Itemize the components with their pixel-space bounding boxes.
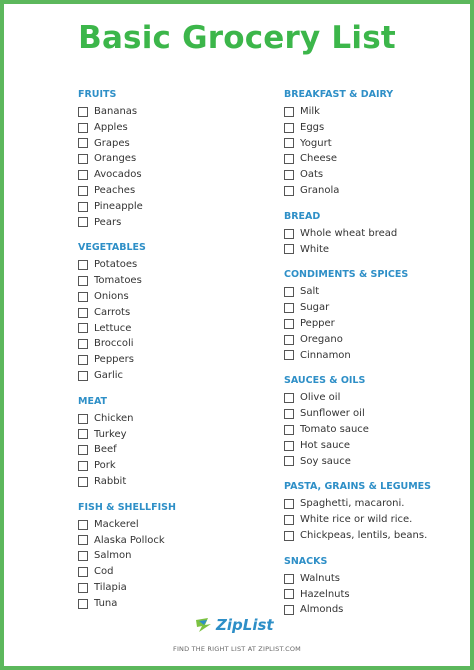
- list-item[interactable]: [78, 257, 268, 273]
- item-label: Beef: [94, 444, 117, 456]
- list-item[interactable]: [284, 242, 469, 258]
- item-label: Garlic: [94, 369, 124, 381]
- item-label: Spaghetti, macaroni.: [300, 498, 405, 510]
- checkbox[interactable]: [78, 520, 88, 530]
- item-label: Pineapple: [94, 200, 143, 212]
- item-label: Carrots: [94, 306, 131, 318]
- section: [284, 88, 469, 199]
- item-label: Lettuce: [94, 322, 132, 334]
- list-item[interactable]: [78, 474, 268, 490]
- item-label: Pepper: [300, 317, 335, 329]
- checkbox[interactable]: [284, 409, 294, 419]
- list-item[interactable]: [78, 548, 268, 564]
- item-label: Whole wheat bread: [300, 227, 398, 239]
- item-label: Grapes: [94, 137, 130, 149]
- checkbox[interactable]: [284, 138, 294, 148]
- checkbox[interactable]: [78, 276, 88, 286]
- section-title: SNACKS: [284, 555, 328, 567]
- section-title: PASTA, GRAINS & LEGUMES: [284, 481, 432, 493]
- ziplist-logo-icon: [195, 617, 213, 633]
- list-item[interactable]: [78, 368, 268, 384]
- list-item[interactable]: [78, 136, 268, 152]
- checkbox[interactable]: [284, 393, 294, 403]
- list-item[interactable]: [284, 438, 469, 454]
- item-label: Chicken: [94, 412, 134, 424]
- checkbox[interactable]: [284, 244, 294, 254]
- checkbox[interactable]: [78, 445, 88, 455]
- list-item[interactable]: [78, 183, 268, 199]
- list-item[interactable]: [78, 273, 268, 289]
- section-title: BREAD: [284, 210, 321, 222]
- list-item[interactable]: [284, 571, 469, 587]
- item-label: Yogurt: [300, 137, 332, 149]
- list-item[interactable]: [284, 284, 469, 300]
- list-item[interactable]: [284, 406, 469, 422]
- checkbox[interactable]: [284, 154, 294, 164]
- list-item[interactable]: [78, 305, 268, 321]
- list-item[interactable]: [78, 564, 268, 580]
- item-label: Pears: [94, 216, 122, 228]
- list-item[interactable]: [284, 316, 469, 332]
- checkbox[interactable]: [78, 323, 88, 333]
- item-label: Soy sauce: [300, 455, 351, 467]
- list-item[interactable]: [78, 427, 268, 443]
- section-title: FRUITS: [78, 89, 117, 100]
- item-label: Salmon: [94, 550, 132, 562]
- checkbox[interactable]: [78, 308, 88, 318]
- item-label: Oranges: [94, 153, 137, 165]
- item-label: Almonds: [300, 604, 344, 616]
- item-label: Potatoes: [94, 259, 138, 271]
- section: [284, 374, 469, 469]
- checkbox[interactable]: [78, 599, 88, 609]
- list-item[interactable]: [284, 454, 469, 470]
- item-label: Walnuts: [300, 572, 340, 584]
- checkbox[interactable]: [284, 170, 294, 180]
- checkbox[interactable]: [78, 154, 88, 164]
- item-label: Tilapia: [94, 581, 127, 593]
- list-item[interactable]: [78, 321, 268, 337]
- left-column: [78, 88, 268, 623]
- item-label: Peppers: [94, 354, 134, 366]
- checkbox[interactable]: [78, 583, 88, 593]
- checkbox[interactable]: [78, 535, 88, 545]
- checkbox[interactable]: [284, 515, 294, 525]
- list-item[interactable]: [78, 289, 268, 305]
- checkbox[interactable]: [78, 461, 88, 471]
- item-label: Mackerel: [94, 518, 139, 530]
- item-label: Milk: [300, 106, 320, 117]
- item-label: Bananas: [94, 106, 138, 117]
- item-label: Turkey: [94, 428, 127, 440]
- item-label: Cinnamon: [300, 349, 351, 361]
- item-label: Rabbit: [94, 475, 127, 487]
- list-item[interactable]: [284, 587, 469, 603]
- item-label: Tomato sauce: [300, 423, 369, 435]
- item-label: Granola: [300, 184, 340, 196]
- list-item[interactable]: [78, 199, 268, 215]
- section: [78, 88, 268, 230]
- checkbox[interactable]: [78, 186, 88, 196]
- item-label: Broccoli: [94, 338, 134, 350]
- list-item[interactable]: [284, 300, 469, 316]
- section: [284, 480, 469, 543]
- list-item[interactable]: [78, 517, 268, 533]
- list-item[interactable]: [284, 348, 469, 364]
- list-item[interactable]: [284, 104, 469, 120]
- item-label: Cod: [94, 566, 114, 578]
- item-label: Chickpeas, lentils, beans.: [300, 529, 428, 541]
- checkbox[interactable]: [284, 531, 294, 541]
- checkbox[interactable]: [78, 123, 88, 133]
- section: [284, 268, 469, 363]
- item-label: White: [300, 243, 330, 255]
- checkbox[interactable]: [284, 499, 294, 509]
- list-item[interactable]: [284, 183, 469, 199]
- checkbox[interactable]: [284, 425, 294, 435]
- checkbox[interactable]: [284, 229, 294, 239]
- item-label: Onions: [94, 290, 129, 302]
- list-item[interactable]: [78, 580, 268, 596]
- checkbox[interactable]: [78, 551, 88, 561]
- checkbox[interactable]: [284, 605, 294, 615]
- list-item[interactable]: [78, 336, 268, 352]
- list-item[interactable]: [284, 167, 469, 183]
- item-label: Sunflower oil: [300, 408, 365, 420]
- item-label: Oats: [300, 169, 324, 181]
- checkbox[interactable]: [284, 350, 294, 360]
- checkbox[interactable]: [284, 335, 294, 345]
- list-item[interactable]: [78, 442, 268, 458]
- page-title: Basic Grocery List: [78, 20, 396, 56]
- checkbox[interactable]: [78, 217, 88, 227]
- item-label: Alaska Pollock: [94, 534, 165, 546]
- list-item[interactable]: [78, 104, 268, 120]
- checkbox[interactable]: [78, 292, 88, 302]
- checkbox[interactable]: [78, 429, 88, 439]
- checkbox[interactable]: [78, 477, 88, 487]
- list-item[interactable]: [284, 332, 469, 348]
- section-title: FISH & SHELLFISH: [78, 501, 176, 513]
- list-item[interactable]: [78, 596, 268, 612]
- section-title: MEAT: [78, 395, 108, 407]
- list-item[interactable]: [284, 422, 469, 438]
- section-title: CONDIMENTS & SPICES: [284, 269, 409, 281]
- checkbox[interactable]: [284, 123, 294, 133]
- section: [78, 395, 268, 490]
- checkbox[interactable]: [284, 456, 294, 466]
- checkbox[interactable]: [284, 319, 294, 329]
- item-label: Cheese: [300, 153, 337, 165]
- checkbox[interactable]: [284, 589, 294, 599]
- list-item[interactable]: [284, 496, 469, 512]
- list-item[interactable]: [284, 151, 469, 167]
- item-label: Pork: [94, 460, 116, 472]
- checkbox[interactable]: [284, 186, 294, 196]
- item-label: Hazelnuts: [300, 588, 350, 600]
- item-label: Tuna: [94, 597, 118, 609]
- item-label: Apples: [94, 121, 128, 133]
- section: [284, 210, 469, 258]
- list-item[interactable]: [78, 533, 268, 549]
- checkbox[interactable]: [284, 574, 294, 584]
- right-column: [284, 88, 469, 629]
- section: [78, 501, 268, 612]
- item-label: Peaches: [94, 184, 136, 196]
- item-label: Hot sauce: [300, 439, 351, 451]
- section-title: VEGETABLES: [78, 242, 146, 254]
- list-item[interactable]: [78, 167, 268, 183]
- checkbox[interactable]: [78, 138, 88, 148]
- checkbox[interactable]: [284, 107, 294, 117]
- item-label: Tomatoes: [94, 275, 142, 287]
- list-item[interactable]: [78, 458, 268, 474]
- list-item[interactable]: [284, 226, 469, 242]
- list-item[interactable]: [284, 528, 469, 544]
- item-label: White rice or wild rice.: [300, 514, 413, 526]
- list-item[interactable]: [284, 602, 469, 618]
- list-item[interactable]: [284, 390, 469, 406]
- item-label: Oregano: [300, 333, 343, 345]
- checkbox[interactable]: [78, 260, 88, 270]
- list-item[interactable]: [284, 136, 469, 152]
- checkbox[interactable]: [78, 339, 88, 349]
- item-label: Avocados: [94, 169, 142, 181]
- item-label: Olive oil: [300, 392, 341, 404]
- checkbox[interactable]: [284, 303, 294, 313]
- section: [78, 241, 268, 383]
- section-title: SAUCES & OILS: [284, 375, 366, 387]
- checkbox[interactable]: [78, 170, 88, 180]
- item-label: Salt: [300, 286, 320, 298]
- item-label: Eggs: [300, 121, 325, 133]
- checkbox[interactable]: [78, 202, 88, 212]
- list-item[interactable]: [78, 352, 268, 368]
- checkbox[interactable]: [284, 287, 294, 297]
- list-item[interactable]: [78, 411, 268, 427]
- list-item[interactable]: [78, 215, 268, 231]
- checkbox[interactable]: [78, 371, 88, 381]
- list-item[interactable]: [284, 120, 469, 136]
- ziplist-logo: [195, 616, 274, 634]
- item-label: Sugar: [300, 302, 330, 314]
- checkbox[interactable]: [78, 414, 88, 424]
- footer-text: FIND THE RIGHT LIST AT ZIPLIST.COM: [173, 645, 301, 653]
- checkbox[interactable]: [78, 107, 88, 117]
- list-item[interactable]: [78, 120, 268, 136]
- list-item[interactable]: [78, 151, 268, 167]
- checkbox[interactable]: [78, 567, 88, 577]
- logo-text: ZipList: [216, 616, 274, 634]
- section: [284, 555, 469, 618]
- section-title: BREAKFAST & DAIRY: [284, 89, 394, 100]
- checkbox[interactable]: [78, 355, 88, 365]
- list-item[interactable]: [284, 512, 469, 528]
- checkbox[interactable]: [284, 441, 294, 451]
